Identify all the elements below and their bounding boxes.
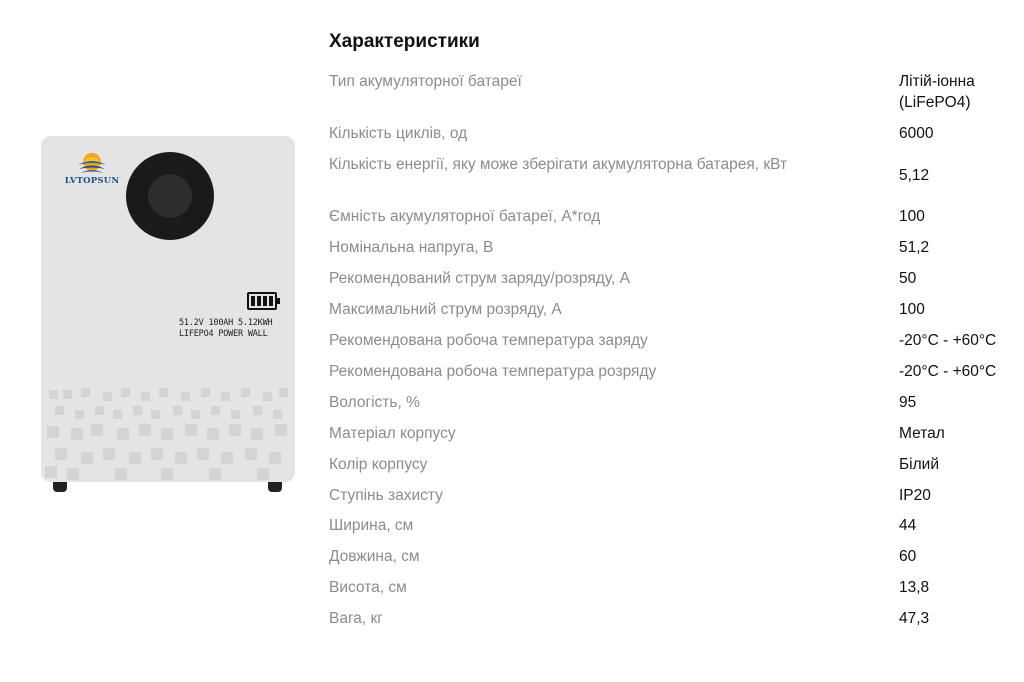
spec-value: 100 <box>899 208 925 225</box>
spec-value: Літій-іонна (LiFePO4) <box>899 73 975 111</box>
pixel-pattern <box>41 382 295 482</box>
battery-icon <box>247 292 277 310</box>
spec-name: Колір корпусу <box>329 456 428 473</box>
sun-logo-icon <box>61 148 123 176</box>
spec-name: Ширина, см <box>329 517 414 534</box>
spec-value: 95 <box>899 394 917 411</box>
spec-name: Номінальна напруга, В <box>329 239 494 256</box>
brand-logo <box>61 148 123 194</box>
spec-name: Кількість енергії, яку може зберігати акумуляторна батарея, кВт <box>329 156 788 173</box>
spec-value: Метал <box>899 425 945 442</box>
spec-name: Тип акумуляторної батареї <box>329 73 522 90</box>
spec-name: Довжина, см <box>329 548 420 565</box>
spec-value: -20°C - +60°C <box>899 332 997 349</box>
brand-name: LVTOPSUN <box>64 176 120 186</box>
speaker-center <box>148 174 192 218</box>
device-label-line1: 51.2V 100AH 5.12KWH <box>179 318 273 328</box>
spec-value: 47,3 <box>899 610 930 627</box>
spec-value: 44 <box>899 517 917 534</box>
spec-value: 100 <box>899 301 925 318</box>
spec-value: 5,12 <box>899 167 930 184</box>
spec-name: Ступінь захисту <box>329 487 443 504</box>
device-foot-left <box>53 482 67 492</box>
spec-name: Вага, кг <box>329 610 383 627</box>
spec-name: Кількість циклів, од <box>329 125 468 142</box>
spec-value: Білий <box>899 456 939 473</box>
device-label <box>179 318 285 340</box>
spec-value: 13,8 <box>899 579 930 596</box>
spec-name: Рекомендована робоча температура заряду <box>329 332 648 349</box>
spec-name: Ємність акумуляторної батареї, А*год <box>329 208 601 225</box>
device-foot-right <box>268 482 282 492</box>
spec-name: Висота, см <box>329 579 407 596</box>
spec-value: 51,2 <box>899 239 930 256</box>
spec-name: Рекомендована робоча температура розряду <box>329 363 657 380</box>
spec-name: Максимальний струм розряду, А <box>329 301 562 318</box>
spec-value: 6000 <box>899 125 934 142</box>
product-image <box>41 136 295 482</box>
spec-name: Матеріал корпусу <box>329 425 456 442</box>
device-label-line2: LIFEPO4 POWER WALL <box>179 329 268 339</box>
spec-name: Рекомендований струм заряду/розряду, А <box>329 270 630 287</box>
spec-value: IP20 <box>899 487 931 504</box>
spec-value: 50 <box>899 270 917 287</box>
speaker-grille <box>126 152 214 240</box>
spec-value: 60 <box>899 548 917 565</box>
spec-name: Вологість, % <box>329 394 420 411</box>
spec-value: -20°C - +60°C <box>899 363 997 380</box>
specs-title: Характеристики <box>329 31 480 52</box>
